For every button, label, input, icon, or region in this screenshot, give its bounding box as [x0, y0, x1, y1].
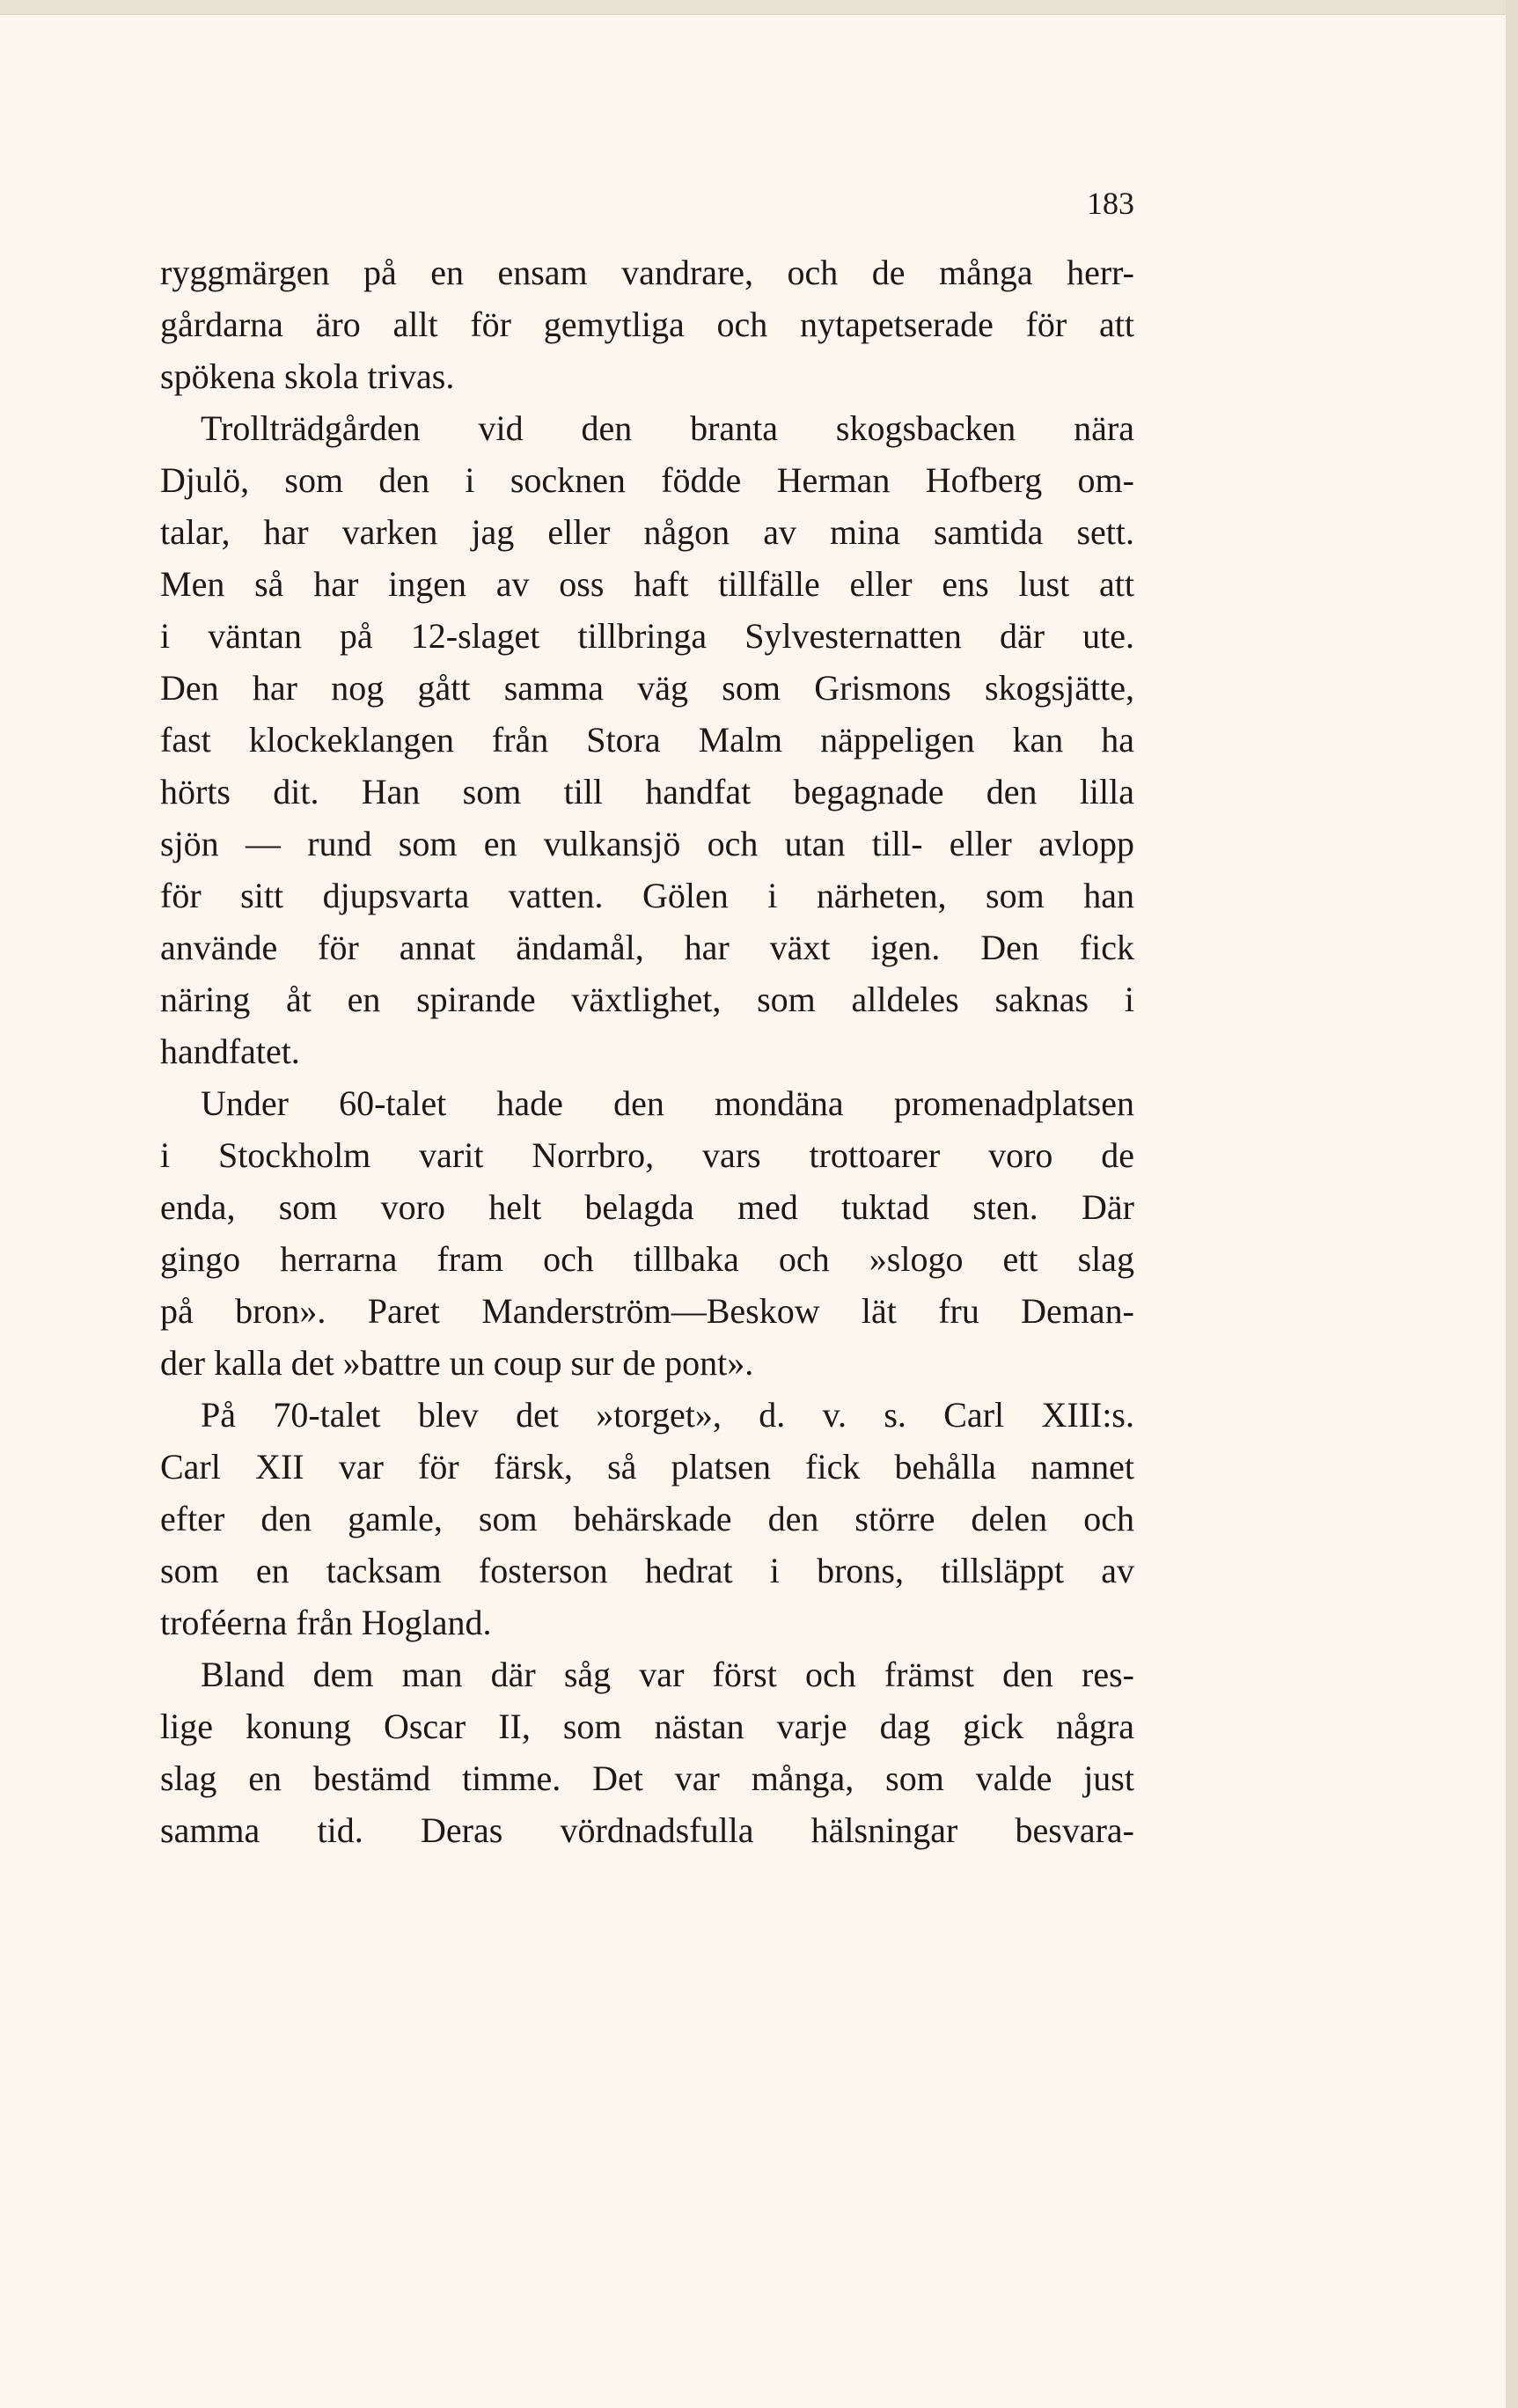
text-line: använde för annat ändamål, har växt igen. Den fick: [160, 928, 1134, 967]
text-line: sjön — rund som en vulkansjö och utan till- eller avlopp: [160, 824, 1134, 863]
page-number: 183: [1087, 186, 1134, 221]
text-line: Den har nog gått samma väg som Grismons skogsjätte,: [160, 668, 1134, 708]
text-line: enda, som voro helt belagda med tuktad sten. Där: [160, 1187, 1134, 1227]
text-line: På 70-talet blev det »torget», d. v. s. Carl XIII:s.: [201, 1395, 1134, 1435]
text-line: fast klockeklangen från Stora Malm näppeligen kan ha: [160, 720, 1134, 760]
paragraph: [160, 246, 1134, 402]
text-line: Trollträdgården vid den branta skogsbacken nära: [201, 408, 1134, 448]
text-line: ryggmärgen på en ensam vandrare, och de många herr-: [160, 253, 1134, 292]
text-line: troféerna från Hogland.: [160, 1603, 492, 1642]
text-line: talar, har varken jag eller någon av mina samtida sett.: [160, 512, 1134, 552]
text-line: lige konung Oscar II, som nästan varje dag gick några: [160, 1707, 1134, 1746]
text-line: hörts dit. Han som till handfat begagnade den lilla: [160, 772, 1134, 811]
text-line: Djulö, som den i socknen födde Herman Hofberg om-: [160, 460, 1134, 500]
text-line: i väntan på 12-slaget tillbringa Sylvesternatten där ute.: [160, 616, 1134, 656]
text-line: i Stockholm varit Norrbro, vars trottoarer voro de: [160, 1135, 1134, 1175]
page-right-edge: [1506, 0, 1518, 2408]
text-line: spökena skola trivas.: [160, 356, 455, 396]
text-line: för sitt djupsvarta vatten. Gölen i närheten, som han: [160, 876, 1134, 915]
text-line: handfatet.: [160, 1031, 300, 1071]
text-line: Carl XII var för färsk, så platsen fick behålla namnet: [160, 1447, 1134, 1487]
paragraph: [160, 402, 1134, 1077]
body-text: [160, 246, 1134, 1856]
text-line: slag en bestämd timme. Det var många, som valde just: [160, 1758, 1134, 1798]
text-line: samma tid. Deras vördnadsfulla hälsningar besvara-: [160, 1810, 1134, 1850]
text-line: på bron». Paret Manderström—Beskow lät fru Deman-: [160, 1291, 1134, 1331]
paragraph: [160, 1648, 1134, 1856]
text-line: som en tacksam fosterson hedrat i brons, tillsläppt av: [160, 1551, 1134, 1590]
paragraph: [160, 1077, 1134, 1389]
text-line: gingo herrarna fram och tillbaka och »slogo ett slag: [160, 1239, 1134, 1279]
text-line: Under 60-talet hade den mondäna promenadplatsen: [201, 1083, 1134, 1123]
text-line: näring åt en spirande växtlighet, som alldeles saknas i: [160, 980, 1134, 1019]
text-line: efter den gamle, som behärskade den större delen och: [160, 1499, 1134, 1538]
page-top-edge: [0, 0, 1518, 15]
text-line: der kalla det »battre un coup sur de pont».: [160, 1343, 754, 1383]
text-line: gårdarna äro allt för gemytliga och nytapetserade för att: [160, 305, 1134, 344]
paragraph: [160, 1389, 1134, 1648]
text-line: Men så har ingen av oss haft tillfälle eller ens lust att: [160, 564, 1134, 604]
text-line: Bland dem man där såg var först och främst den res-: [201, 1655, 1134, 1694]
